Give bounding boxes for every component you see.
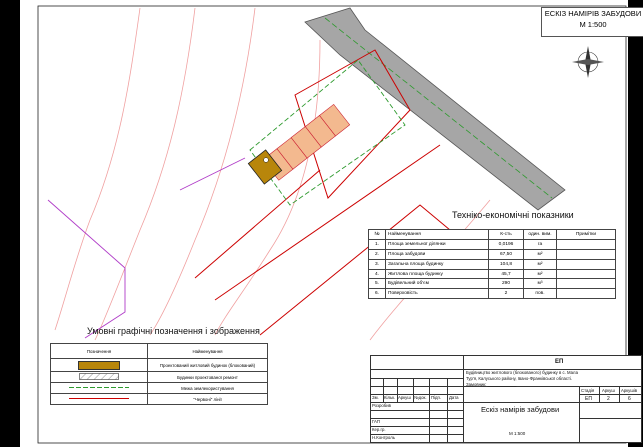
tep-table <box>368 229 616 299</box>
stamp-role: Розробив <box>372 403 391 408</box>
stamp-col-sheet: Аркуш <box>602 388 615 393</box>
tep-cell: Поверховість <box>386 289 489 299</box>
stamp-col-stage: Стадія <box>581 388 595 393</box>
tep-cell: пов. <box>524 289 557 299</box>
stamp-col-sheets: Аркушів <box>621 388 638 393</box>
stamp-stage: ЕП <box>585 396 592 402</box>
tep-cell: 5. <box>369 279 386 289</box>
tep-cell <box>557 239 616 249</box>
legend-symbol-cell <box>51 394 148 405</box>
hatched-building-swatch <box>79 373 119 380</box>
stamp-code: ЕП <box>555 359 564 365</box>
tep-row <box>369 269 616 279</box>
tep-cell: Площа забудови <box>386 249 489 259</box>
stamp-role: ГАП <box>372 419 380 424</box>
tep-header-cell: один. вим. <box>524 230 557 240</box>
tep-cell: 4. <box>369 269 386 279</box>
tep-cell: 6. <box>369 289 386 299</box>
tep-cell: Загальна площа будинку <box>386 259 489 269</box>
legend-row <box>51 383 268 394</box>
tep-cell <box>557 249 616 259</box>
stamp-role: Кер.гр. <box>372 427 386 432</box>
stamp-sheet-title: Ескіз намірів забудови <box>481 405 560 414</box>
tep-cell: 3. <box>369 259 386 269</box>
north-arrow-icon <box>572 46 604 78</box>
tep-header-row <box>369 230 616 240</box>
tep-row <box>369 249 616 259</box>
zone-line-swatch <box>69 385 129 390</box>
tep-title: Техніко-економічні показники <box>452 210 574 220</box>
stamp-header-cell: Зм. <box>372 395 379 400</box>
stamp-header-cell: Аркуш <box>398 395 411 400</box>
tep-cell: Житлова площа будинку <box>386 269 489 279</box>
tep-cell: 45,7 <box>489 269 524 279</box>
tep-cell: Площа земельної ділянки <box>386 239 489 249</box>
tep-cell: га <box>524 239 557 249</box>
legend-header-cell: Позначення <box>51 344 148 359</box>
legend-row <box>51 394 268 405</box>
stamp-header-cell: Дата <box>449 395 459 400</box>
legend-symbol-cell <box>51 359 148 372</box>
road <box>305 8 565 210</box>
stamp-sheet: 2 <box>607 396 610 402</box>
red-line-swatch <box>69 396 129 401</box>
legend-table <box>50 343 268 405</box>
tep-cell: 104,8 <box>489 259 524 269</box>
tep-cell: м² <box>524 249 557 259</box>
tep-cell <box>557 289 616 299</box>
designed-building-swatch <box>78 361 120 370</box>
tep-cell <box>557 279 616 289</box>
tep-cell: м² <box>524 269 557 279</box>
stamp-header-cell: Підп. <box>431 395 442 400</box>
purple-lines <box>48 158 245 338</box>
tep-header-cell: № <box>369 230 386 240</box>
building-marker <box>264 158 269 163</box>
legend-symbol-cell <box>51 383 148 394</box>
legend-label: Будинки проектованої ремонт <box>148 372 268 383</box>
tep-row <box>369 239 616 249</box>
tep-cell <box>557 259 616 269</box>
tep-cell <box>557 269 616 279</box>
tep-cell: 67,50 <box>489 249 524 259</box>
legend-header-row <box>51 344 268 359</box>
stamp-sheets: 6 <box>628 396 631 402</box>
tep-header-cell: Найменування <box>386 230 489 240</box>
tep-cell: 290 <box>489 279 524 289</box>
legend-symbol-cell <box>51 372 148 383</box>
tep-cell: м³ <box>524 279 557 289</box>
tep-row <box>369 279 616 289</box>
title-block <box>370 355 642 443</box>
legend-label: Межа землекористування <box>148 383 268 394</box>
stamp-header-cell: №док. <box>414 395 427 400</box>
legend-row <box>51 359 268 372</box>
tep-header-cell: Примітки <box>557 230 616 240</box>
stamp-role: Н.Контроль <box>372 435 395 440</box>
stamp-header-cell: Кільк. <box>384 395 396 400</box>
legend-row <box>51 372 268 383</box>
stamp-description: Будівництво житлового (блокованого) будинку в с. Мала Тур'я, Калуського району, Івано-Франківської області. Замовник: ____________ <box>466 370 578 387</box>
tep-cell: Будівельний об'єм <box>386 279 489 289</box>
legend-label: Проектований житловий будинок (блокований) <box>148 359 268 372</box>
legend-header-cell: Найменування <box>148 344 268 359</box>
tep-header-cell: К-сть <box>489 230 524 240</box>
drawing-scale: М 1:500 <box>579 20 607 29</box>
drawing-title <box>541 7 643 37</box>
tep-row <box>369 259 616 269</box>
stamp-scale: М 1:500 <box>509 431 526 436</box>
tep-cell: 1. <box>369 239 386 249</box>
drawing-sheet <box>20 0 642 447</box>
drawing-title-text: ЕСКІЗ НАМІРІВ ЗАБУДОВИ <box>544 9 642 18</box>
legend-title: Умовні графічні позначення і зображення <box>87 326 260 336</box>
tep-cell: м² <box>524 259 557 269</box>
tep-cell: 2 <box>489 289 524 299</box>
tep-row <box>369 289 616 299</box>
legend-label: "Червоні" лінії <box>148 394 268 405</box>
tep-cell: 0,0196 <box>489 239 524 249</box>
tep-cell: 2. <box>369 249 386 259</box>
